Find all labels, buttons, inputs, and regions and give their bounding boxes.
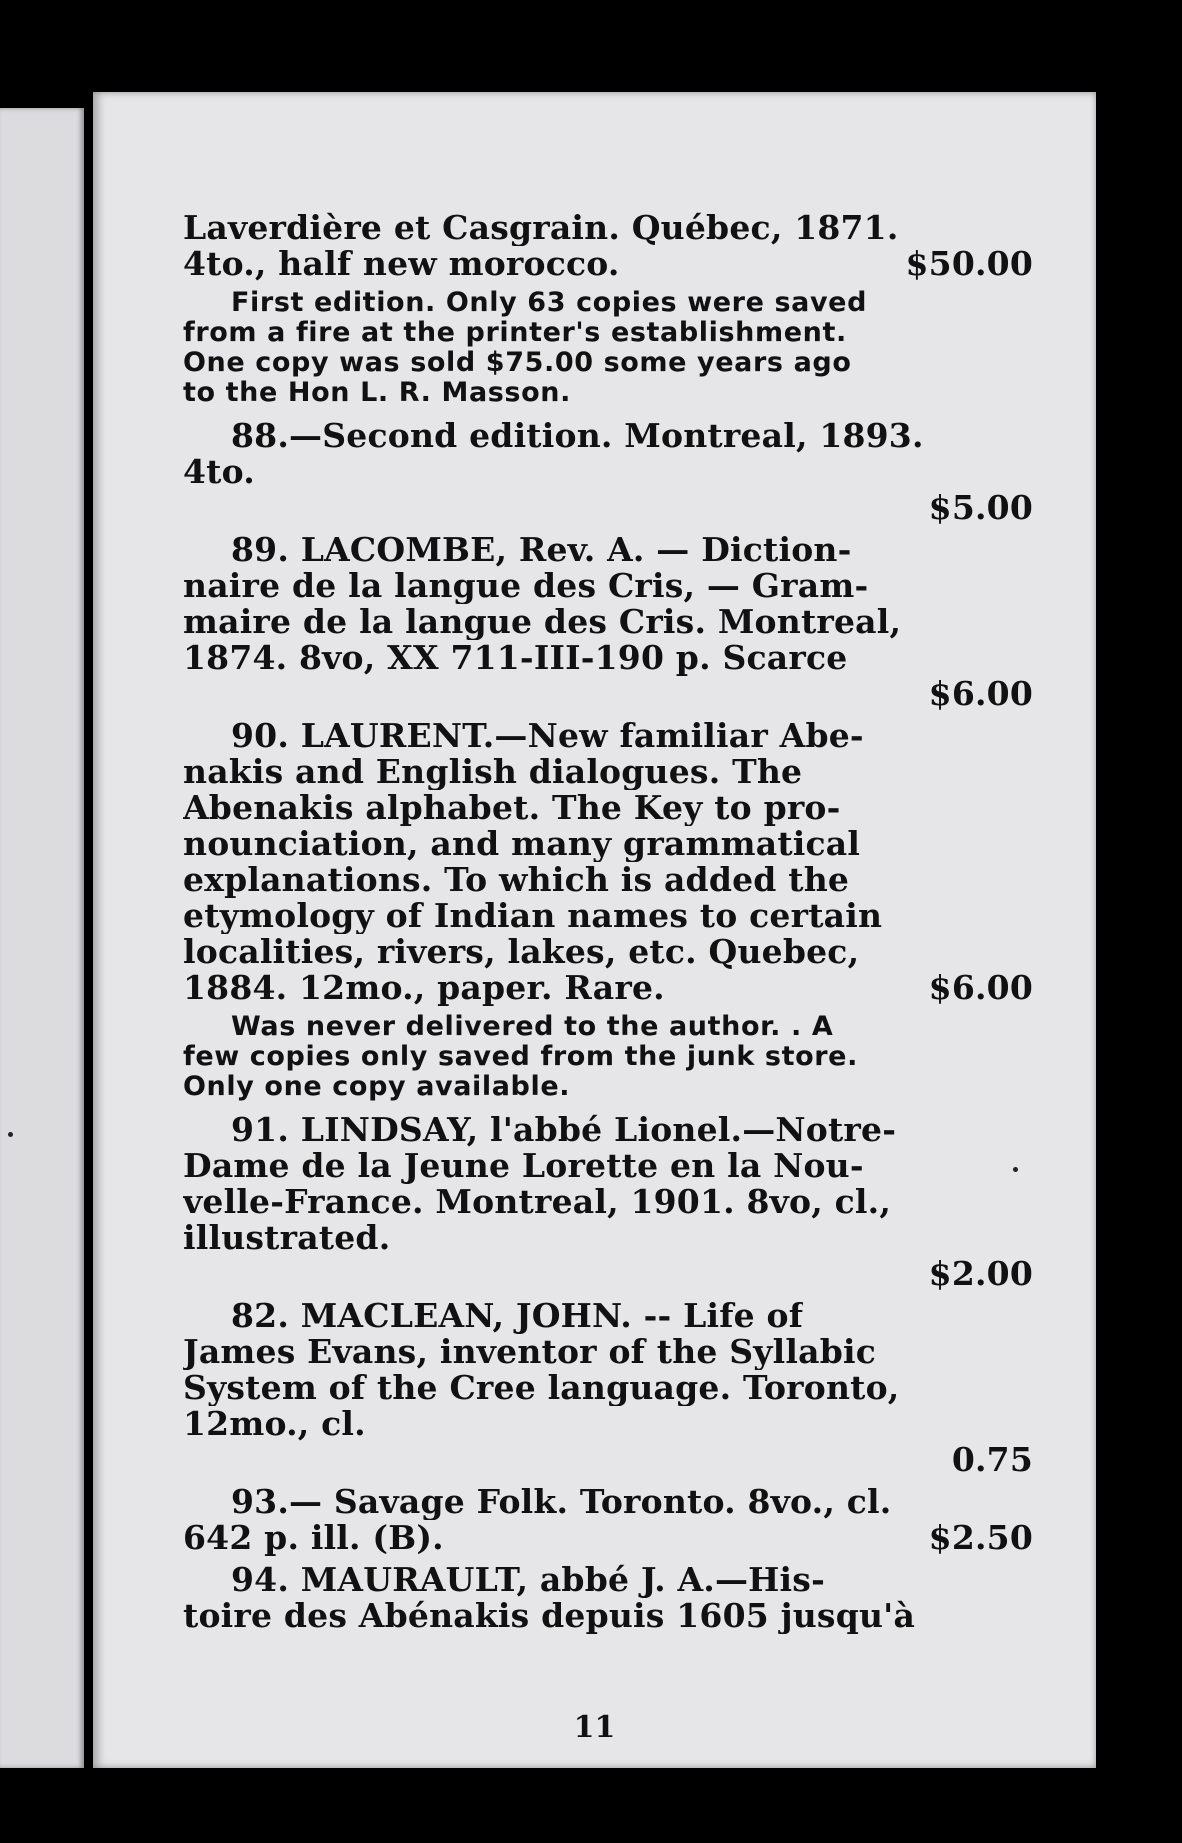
- note-line: First edition. Only 63 copies were saved: [231, 288, 868, 318]
- catalog-entry-93: [183, 1484, 1033, 1556]
- price: $6.00: [928, 674, 1033, 713]
- catalog-entry-82: [183, 1298, 1033, 1478]
- price: $2.50: [928, 1518, 1033, 1557]
- catalog-entry-90: [183, 718, 1033, 1102]
- note-line: from a fire at the printer's establishment.: [183, 318, 847, 348]
- page-number: 11: [573, 1710, 616, 1745]
- scan-speck: [8, 1132, 13, 1137]
- catalog-entry-88: [183, 418, 1033, 526]
- entry-line: toire des Abénakis depuis 1605 jusqu'à: [183, 1598, 916, 1634]
- entry-line: 94. MAURAULT, abbé J. A.—His-: [231, 1562, 825, 1598]
- price: $5.00: [928, 488, 1033, 527]
- entry-line: 1884. 12mo., paper. Rare. $6.00: [183, 968, 1033, 1007]
- catalog-page: [93, 92, 1096, 1768]
- note-line: few copies only saved from the junk store.: [183, 1042, 858, 1072]
- entry-line: localities, rivers, lakes, etc. Quebec,: [183, 934, 860, 970]
- entry-line: System of the Cree language. Toronto,: [183, 1370, 900, 1406]
- catalog-entry-89: [183, 532, 1033, 712]
- entry-line: 4to., half new morocco. $50.00: [183, 244, 1033, 283]
- entry-line: nounciation, and many grammatical: [183, 826, 861, 862]
- entry-line: illustrated.: [183, 1220, 391, 1256]
- catalog-text: [183, 210, 1033, 1634]
- entry-line: 82. MACLEAN, JOHN. -- Life of: [231, 1298, 804, 1334]
- entry-line: [183, 1256, 1033, 1292]
- entry-line: [183, 1442, 1033, 1478]
- scan-speck: [1013, 1167, 1018, 1172]
- entry-line: [183, 676, 1033, 712]
- entry-note: [183, 1012, 1033, 1102]
- catalog-entry-91: [183, 1112, 1033, 1292]
- note-line: Was never delivered to the author. . A: [231, 1012, 834, 1042]
- entry-line: 90. LAURENT.—New familiar Abe-: [231, 718, 864, 754]
- entry-line: etymology of Indian names to certain: [183, 898, 883, 934]
- entry-note: [183, 288, 1033, 408]
- entry-line: nakis and English dialogues. The: [183, 754, 803, 790]
- entry-line: maire de la langue des Cris. Montreal,: [183, 604, 902, 640]
- entry-line: James Evans, inventor of the Syllabic: [183, 1334, 877, 1370]
- price: $2.00: [928, 1254, 1033, 1293]
- entry-line: 88.—Second edition. Montreal, 1893.: [231, 418, 924, 454]
- price: $6.00: [928, 968, 1033, 1007]
- entry-line: 91. LINDSAY, l'abbé Lionel.—Notre-: [231, 1112, 897, 1148]
- entry-line: 1874. 8vo, XX 711-III-190 p. Scarce: [183, 640, 848, 676]
- catalog-entry-laverdiere: [183, 210, 1033, 408]
- entry-line: Laverdière et Casgrain. Québec, 1871.: [183, 210, 899, 246]
- note-line: Only one copy available.: [183, 1072, 571, 1102]
- price: $50.00: [905, 244, 1033, 283]
- entry-line: Dame de la Jeune Lorette en la Nou-: [183, 1148, 864, 1184]
- note-line: to the Hon L. R. Masson.: [183, 378, 571, 408]
- entry-line: 4to.: [183, 454, 255, 490]
- entry-line: naire de la langue des Cris, — Gram-: [183, 568, 869, 604]
- entry-line: 642 p. ill. (B). $2.50: [183, 1518, 1033, 1557]
- note-line: One copy was sold $75.00 some years ago: [183, 348, 852, 378]
- entry-line: [183, 490, 1033, 526]
- entry-line: velle-France. Montreal, 1901. 8vo, cl.,: [183, 1184, 892, 1220]
- facing-page-edge: [0, 108, 84, 1768]
- entry-line: Abenakis alphabet. The Key to pro-: [183, 790, 841, 826]
- catalog-entry-94: [183, 1562, 1033, 1634]
- price: 0.75: [951, 1440, 1033, 1479]
- entry-line: 89. LACOMBE, Rev. A. — Diction-: [231, 532, 852, 568]
- entry-line: 12mo., cl.: [183, 1406, 366, 1442]
- entry-line: 93.— Savage Folk. Toronto. 8vo., cl.: [231, 1484, 892, 1520]
- entry-line: explanations. To which is added the: [183, 862, 850, 898]
